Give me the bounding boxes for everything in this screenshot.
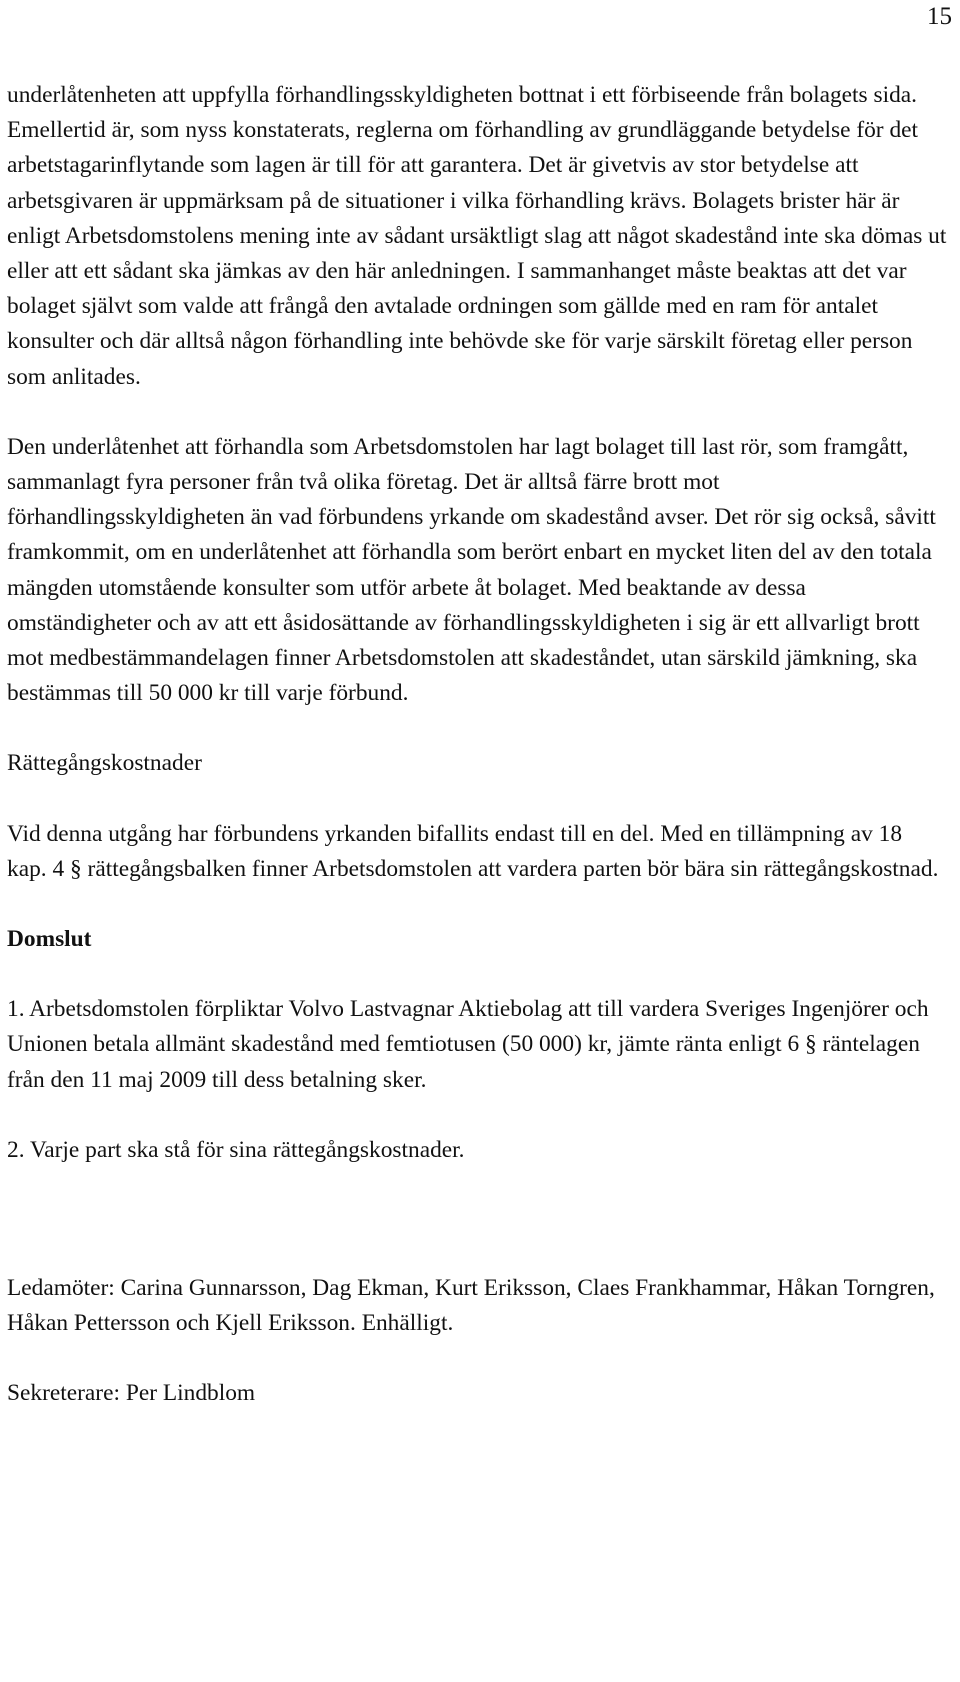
- court-secretary: Sekreterare: Per Lindblom: [7, 1380, 256, 1407]
- paragraph-legal-costs: Vid denna utgång har förbundens yrkanden bifallits endast till en del. Med en tillämpning av 18 kap. 4 § rättegångsbalken finner Arbetsdomstolen att vardera parten bör bära sin rättegångskostnad.: [7, 820, 939, 882]
- court-members: Ledamöter: Carina Gunnarsson, Dag Ekman, Kurt Eriksson, Claes Frankhammar, Håkan Torngren, Håkan Pettersson och Kjell Eriksson. Enhälligt.: [7, 1275, 935, 1337]
- verdict-item-1: 1. Arbetsdomstolen förpliktar Volvo Lastvagnar Aktiebolag att till vardera Sveriges Ingenjörer och Unionen betala allmänt skadestånd med femtiotusen (50 000) kr, jämte ränta enligt 6 § räntelagen från den 11 maj 2009 till dess betalning sker.: [7, 996, 929, 1093]
- heading-legal-costs: Rättegångskostnader: [7, 750, 202, 777]
- document-body: [7, 78, 947, 1412]
- paragraph-damages-reasoning: underlåtenheten att uppfylla förhandlingsskyldigheten bottnat i ett förbiseende från bolagets sida. Emellertid är, som nyss konstaterats, reglerna om förhandling av grundläggande betydelse för det arbetstagarinflytande som lagen är till för att garantera. Det är givetvis av stor betydelse att arbetsgivaren är uppmärksam på de situationer i vilka förhandling krävs. Bolagets brister här är enligt Arbetsdomstolens mening inte av sådant ursäktligt slag att något skadestånd inte ska dömas ut eller att ett sådant ska jämkas av den här anledningen. I sammanhanget måste beaktas att det var bolaget självt som valde att frångå den avtalade ordningen som gällde med en ram för antalet konsulter och där alltså någon förhandling inte behövde ske för varje särskilt företag eller person som anlitades.: [7, 82, 947, 390]
- heading-verdict: Domslut: [7, 926, 92, 953]
- page-number: 15: [927, 3, 952, 30]
- verdict-item-2: 2. Varje part ska stå för sina rättegångskostnader.: [7, 1136, 465, 1163]
- paragraph-damages-amount: Den underlåtenhet att förhandla som Arbetsdomstolen har lagt bolaget till last rör, som framgått, sammanlagt fyra personer från två olika företag. Det är alltså färre brott mot förhandlingsskyldigheten än vad förbundens yrkande om skadestånd avser. Det rör sig också, såvitt framkommit, om en underlåtenhet att förhandla som berört enbart en mycket liten del av den totala mängden utomstående konsulter som utför arbete åt bolaget. Med beaktande av dessa omständigheter och av att ett åsidosättande av förhandlingsskyldigheten i sig är ett allvarligt brott mot medbestämmandelagen finner Arbetsdomstolen att skadeståndet, utan särskild jämkning, ska bestämmas till 50 000 kr till varje förbund.: [7, 433, 936, 707]
